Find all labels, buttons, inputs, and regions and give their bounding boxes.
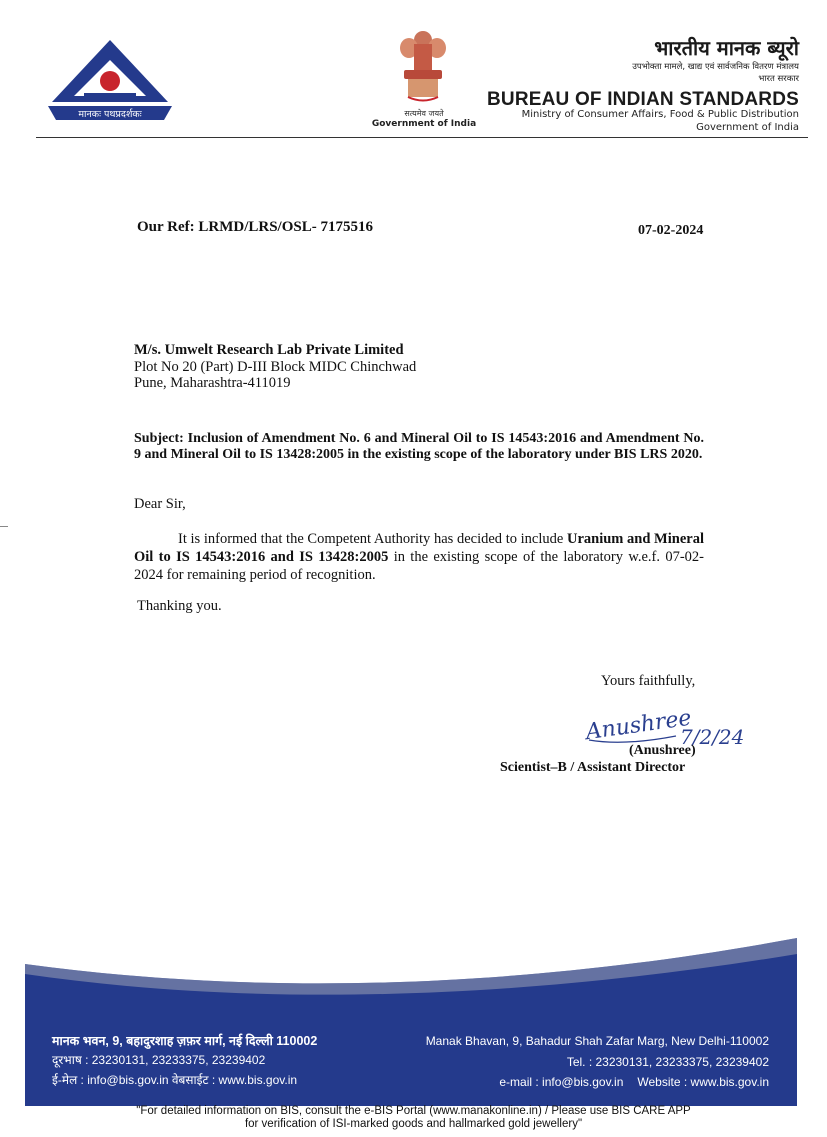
org-name: BUREAU OF INDIAN STANDARDS — [486, 89, 799, 110]
letter-date: 07-02-2024 — [638, 223, 704, 238]
footer-contact — [499, 1075, 769, 1089]
body-paragraph — [134, 530, 704, 584]
thanks-line: Thanking you. — [137, 598, 222, 614]
footer-note-line1: "For detailed information on BIS, consult the e-BIS Portal (www.manakonline.in) / Please use BIS CARE APP — [136, 1105, 691, 1117]
hindi-government: भारत सरकार — [758, 74, 799, 84]
body-text-part1: It is informed that the Competent Authority has decided to include — [178, 531, 567, 547]
footer-hindi-contact: ई-मेल : info@bis.gov.in वेबसाईट : www.bis.gov.in — [52, 1073, 298, 1087]
hindi-ministry: उपभोक्ता मामले, खाद्य एवं सार्वजनिक वितरण मंत्रालय — [632, 62, 799, 72]
signer-designation: Scientist–B / Assistant Director — [500, 760, 686, 775]
footer-phone: Tel. : 23230131, 23233375, 23239402 — [566, 1055, 769, 1069]
recipient-name: M/s. Umwelt Research Lab Private Limited — [134, 342, 404, 358]
header-divider — [36, 137, 808, 138]
signature-name-ink: Anushree — [584, 705, 693, 746]
footer-hindi-phone: दूरभाष : 23230131, 23233375, 23239402 — [52, 1053, 266, 1067]
recipient-address-line1: Plot No 20 (Part) D-III Block MIDC Chinchwad — [134, 358, 417, 375]
recipient-address-line2: Pune, Maharashtra-411019 — [134, 375, 291, 391]
logo-motto: मानकः पथप्रदर्शकः — [78, 109, 142, 120]
salutation: Dear Sir, — [134, 496, 186, 512]
signer-name: (Anushree) — [629, 743, 696, 758]
footer-note-line2: for verification of ISI-marked goods and hallmarked gold jewellery" — [244, 1118, 583, 1130]
recipient-address — [134, 342, 416, 392]
national-emblem-icon — [394, 26, 452, 106]
margin-mark — [0, 526, 8, 527]
footer-hindi-address: मानक भवन, 9, बहादुरशाह ज़फ़र मार्ग, नई दिल्ली 110002 — [52, 1034, 318, 1048]
subject-line: Subject: Inclusion of Amendment No. 6 and Mineral Oil to IS 14543:2016 and Amendment No. 9 and Mineral Oil to IS 13428:2005 in the existing scope of the laboratory under BIS LRS 2020. — [134, 431, 704, 462]
signature-date-ink: 7/2/24 — [680, 725, 745, 749]
body-text-bold: Uranium and Mineral Oil to IS 14543:2016 and IS 13428:2005 — [134, 531, 704, 565]
reference-number: Our Ref: LRMD/LRS/OSL- 7175516 — [137, 219, 373, 235]
government-name: Government of India — [696, 122, 799, 133]
ministry-name: Ministry of Consumer Affairs, Food & Public Distribution — [521, 109, 799, 120]
footer-email[interactable]: e-mail : info@bis.gov.in — [499, 1075, 624, 1089]
footer-website[interactable]: Website : www.bis.gov.in — [637, 1075, 769, 1089]
bis-logo — [46, 36, 174, 128]
body-text-part2: in the existing scope of the laboratory w.e.f. 07-02-2024 for remaining period of recognition. — [134, 549, 704, 583]
footer-address: Manak Bhavan, 9, Bahadur Shah Zafar Marg, New Delhi-110002 — [425, 1034, 769, 1048]
footer-note — [0, 1105, 827, 1131]
emblem-caption: Government of India — [371, 119, 477, 129]
emblem-motto: सत्यमेव जयते — [404, 109, 444, 118]
hindi-org-name: भारतीय मानक ब्यूरो — [654, 36, 799, 60]
closing-line: Yours faithfully, — [601, 673, 696, 689]
